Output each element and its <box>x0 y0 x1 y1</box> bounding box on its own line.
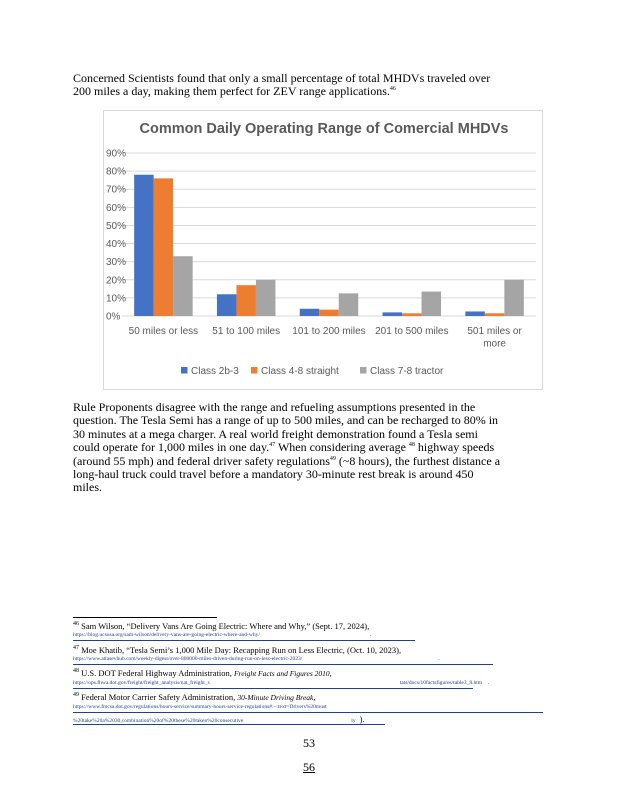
x-tick-label: 51 to 100 miles <box>212 326 281 337</box>
footnote-49-underline-1 <box>73 712 543 713</box>
x-tick-label: 101 to 200 miles <box>292 326 366 337</box>
y-axis-labels <box>106 149 126 323</box>
legend-label: Class 4-8 straight <box>261 366 339 377</box>
bar-3-2 <box>256 280 276 316</box>
y-tick-label: 60% <box>106 202 127 214</box>
page-number-inner: 53 <box>303 736 315 750</box>
bar-2-2 <box>236 285 256 316</box>
x-tick-label: more <box>483 338 506 350</box>
page-number-outer: 56 <box>303 760 315 774</box>
y-tick-label: 0% <box>106 311 121 323</box>
bar-1-5 <box>465 311 485 316</box>
footnote-47-underline <box>73 664 493 665</box>
bar-3-1 <box>173 256 193 316</box>
y-tick-label: 30% <box>106 257 127 269</box>
y-tick-label: 70% <box>106 184 127 196</box>
footnote-47: $^{47}$ Moe Khatib, “Tesla Semi’s 1,000 Mile Day: Recapping Run on Less Electric, (Oct. 10, 2023), <box>73 645 402 655</box>
bar-3-5 <box>504 280 523 316</box>
footnote-47-link[interactable]: https://www.atlasevhub.com/weekly-digest/over-800000-miles-driven-during-run-on-less-electric-2023/ . <box>73 656 440 662</box>
intro-line-1: Concerned Scientists found that only a small percentage of total MHDVs traveled over <box>73 71 491 85</box>
bar-1-2 <box>217 294 237 316</box>
footnote-48-underline <box>73 688 473 689</box>
footnote-separator <box>73 617 217 618</box>
intro-line-2: 200 miles a day, making them perfect for ZEV range applications.$^{46}$ <box>73 84 396 99</box>
chart-svg <box>104 111 544 391</box>
body-line-5: (around 55 mph) and federal driver safety regulations$^{49}$ (~8 hours), the furthest distance a <box>73 453 501 468</box>
y-tick-label: 50% <box>106 220 127 232</box>
legend-label: Class 7-8 tractor <box>370 366 444 377</box>
y-tick-label: 90% <box>106 148 127 160</box>
footnote-ref-49[interactable]: 49 <box>329 455 336 462</box>
y-tick-label: 10% <box>106 293 127 305</box>
body-line-7: miles. <box>73 480 102 495</box>
x-tick-label: 50 miles or less <box>128 326 199 337</box>
footnote-49-link[interactable]: https://www.fmcsa.dot.gov/regulations/hours-service/summary-hours-service-regulations#:~:text=Drivers%20must <box>73 704 327 710</box>
chart-legend <box>181 366 444 377</box>
legend-swatch <box>360 367 367 374</box>
footnote-46: $^{46}$ Sam Wilson, “Delivery Vans Are Going Electric: Where and Why,” (Sept. 17, 2024), <box>73 621 370 631</box>
bar-2-3 <box>319 310 339 316</box>
x-tick-label: 501 miles or <box>467 326 522 337</box>
legend-swatch <box>181 367 188 374</box>
body-line-1: Rule Proponents disagree with the range and refueling assumptions presented in the <box>73 400 476 414</box>
y-tick-label: 80% <box>106 166 127 178</box>
bar-3-3 <box>339 293 359 316</box>
footnote-48-link[interactable]: https://ops.fhwa.dot.gov/freight/freight_analysis/nat_freight_s tats/docs/10factsfigures/table3_8.htm . <box>73 680 490 686</box>
footnote-48: $^{48}$ U.S. DOT Federal Highway Administration, Freight Facts and Figures 2010, <box>73 668 332 678</box>
bar-3-4 <box>422 292 442 316</box>
footnote-ref-46[interactable]: 46 <box>389 86 396 93</box>
footnote-ref-47[interactable]: 47 <box>269 442 276 449</box>
body-line-2: question. The Tesla Semi has a range of up to 500 miles, and can be recharged to 80% in <box>73 413 499 428</box>
y-tick-label: 40% <box>106 239 127 251</box>
footnote-46-link[interactable]: https://blog.ucsusa.org/sam-wilson/delivery-vans-are-going-electric-where-and-why/ . <box>73 632 372 638</box>
chart-bars <box>134 175 524 316</box>
bar-1-4 <box>383 312 403 316</box>
bar-chart <box>103 110 543 390</box>
bar-2-1 <box>154 178 174 316</box>
footnote-49-underline-2 <box>73 724 385 725</box>
legend-label: Class 2b-3 <box>191 366 239 377</box>
y-tick-label: 20% <box>106 275 127 287</box>
body-paragraph <box>73 401 500 495</box>
x-tick-label: 201 to 500 miles <box>375 326 449 337</box>
chart-title: Common Daily Operating Range of Comercial MHDVs <box>139 121 509 137</box>
body-line-4: could operate for 1,000 miles in one day.$^{47}$ When considering average $^{48}$ highway speeds <box>73 440 495 455</box>
x-axis-labels <box>129 326 523 350</box>
footnote-49: $^{49}$ Federal Motor Carrier Safety Administration, 30-Minute Driving Break, <box>73 692 316 702</box>
legend-swatch <box>251 367 258 374</box>
bar-2-5 <box>485 313 505 316</box>
bar-1-1 <box>134 175 154 316</box>
footnote-ref-48[interactable]: 48 <box>408 442 415 449</box>
bar-2-4 <box>402 313 422 316</box>
bar-1-3 <box>300 309 320 316</box>
body-line-3: 30 minutes at a mega charger. A real world freight demonstration found a Tesla semi <box>73 426 478 441</box>
body-line-6: long-haul truck could travel before a mandatory 30-minute rest break is around 450 <box>73 467 474 482</box>
footnote-46-underline <box>73 640 415 641</box>
footnote-49-link-cont[interactable]: %20take%20a%2030,combination%20of%20these%20taken%20consecutive ly ). <box>73 714 365 724</box>
intro-paragraph <box>73 72 490 99</box>
